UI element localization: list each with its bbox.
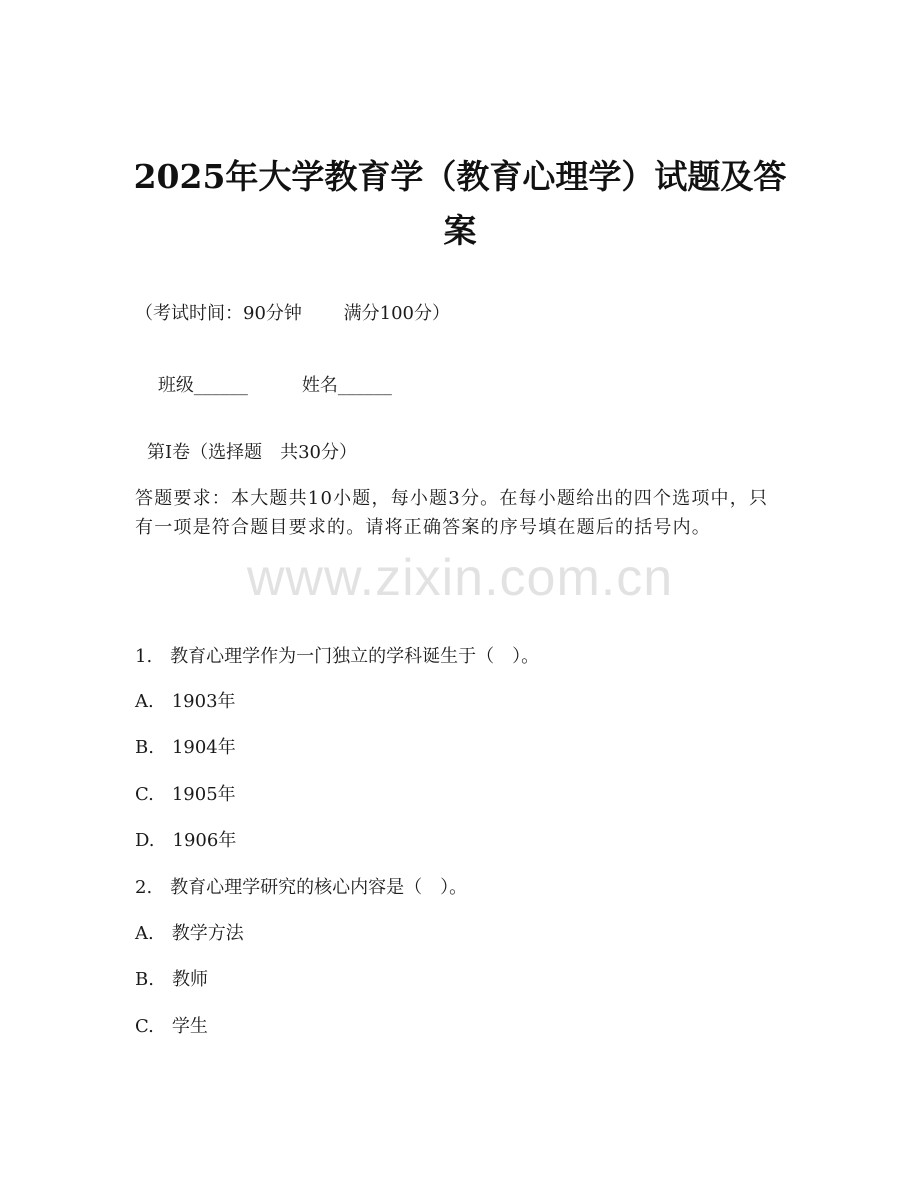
question-2-option-a: A. 教学方法 [135,923,244,944]
question-1-stem: 1. 教育心理学作为一门独立的学科诞生于（ ）。 [135,646,540,667]
watermark: www.zixin.com.cn [246,549,674,607]
name-label: 姓名______ [301,375,392,396]
title-line-2: 案 [443,211,477,250]
exam-info: （考试时间：90分钟 满分100分） [135,303,450,324]
question-2-stem: 2. 教育心理学研究的核心内容是（ ）。 [135,877,468,898]
instructions: 答题要求：本大题共10小题，每小题3分。在每小题给出的四个选项中，只有一项是符合题目要求的。请将正确答案的序号填在题后的括号内。 [135,488,769,538]
student-info-row [135,350,392,422]
question-2-option-b: B. 教师 [135,969,208,990]
document-title [130,150,790,258]
question-1-option-b: B. 1904年 [135,737,236,758]
question-1-option-a: A. 1903年 [135,691,236,712]
question-1-option-d: D. 1906年 [135,830,237,851]
class-label: 班级______ [157,375,248,396]
question-1-option-c: C. 1905年 [135,784,236,805]
question-2-option-c: C. 学生 [135,1016,208,1037]
section-heading: 第Ⅰ卷（选择题 共30分） [147,442,358,463]
title-line-1: 2025年大学教育学（教育心理学）试题及答 [133,157,787,196]
